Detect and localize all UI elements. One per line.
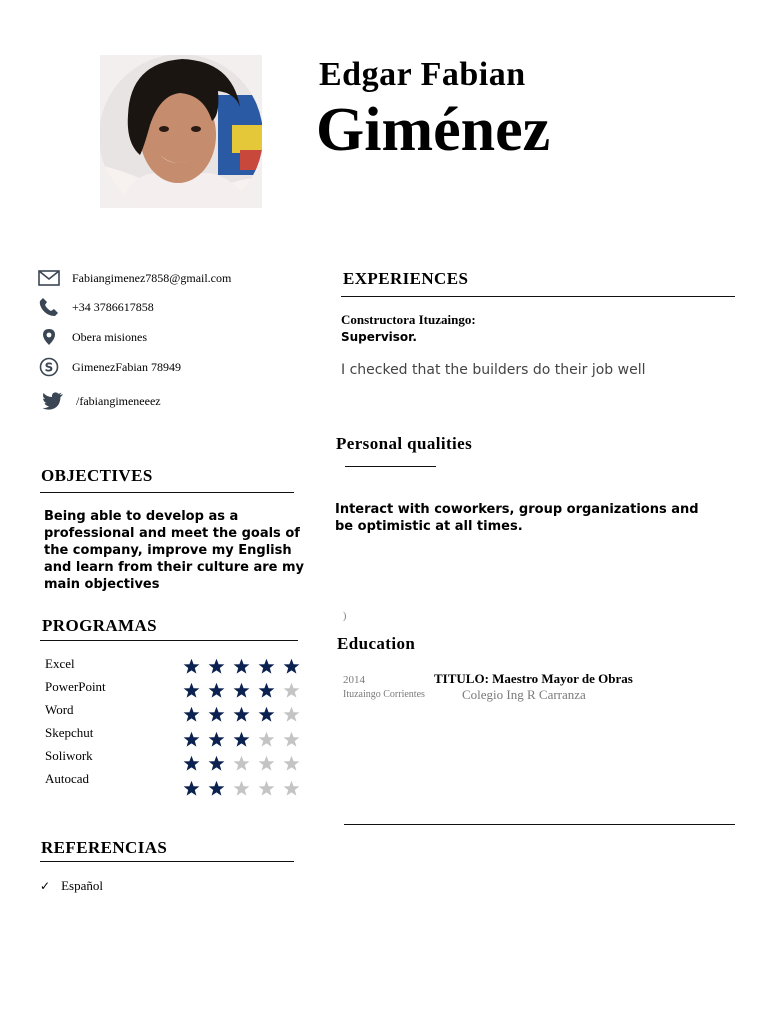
star-filled-icon (183, 755, 200, 772)
contact-skype-text: GimenezFabian 78949 (72, 359, 181, 374)
star-filled-icon (183, 682, 200, 699)
program-rating (183, 780, 300, 797)
qualities-divider (345, 466, 436, 467)
program-rating (183, 682, 300, 699)
star-empty-icon (283, 682, 300, 699)
star-filled-icon (208, 731, 225, 748)
star-filled-icon (208, 658, 225, 675)
experience-description: I checked that the builders do their job well (341, 362, 646, 378)
program-name: Word (45, 702, 74, 717)
education-title: Education (337, 634, 416, 653)
education-school: Colegio Ing R Carranza (462, 687, 586, 702)
star-filled-icon (233, 731, 250, 748)
references-title: REFERENCIAS (41, 838, 168, 857)
qualities-text: Interact with coworkers, group organizations and be optimistic at all times. (335, 502, 699, 534)
star-empty-icon (283, 755, 300, 772)
contact-location-text: Obera misiones (72, 329, 147, 344)
star-filled-icon (183, 731, 200, 748)
checkmark-icon: ✓ (40, 879, 51, 893)
program-rating (183, 706, 300, 723)
contact-skype[interactable] (38, 356, 181, 378)
star-empty-icon (258, 731, 275, 748)
contact-email[interactable] (38, 267, 231, 289)
star-filled-icon (258, 682, 275, 699)
objectives-divider (40, 492, 294, 493)
program-rating (183, 755, 300, 772)
contact-location (38, 326, 147, 348)
last-name: Giménez (316, 96, 551, 164)
experiences-title: EXPERIENCES (343, 269, 469, 288)
star-filled-icon (183, 780, 200, 797)
program-name: Autocad (45, 771, 90, 786)
star-filled-icon (258, 706, 275, 723)
contact-email-text: Fabiangimenez7858@gmail.com (72, 270, 232, 285)
program-name: Soliwork (45, 748, 93, 763)
education-degree: TITULO: Maestro Mayor de Obras (434, 671, 633, 686)
location-pin-icon (38, 327, 60, 347)
star-empty-icon (283, 706, 300, 723)
star-filled-icon (183, 706, 200, 723)
program-rating (183, 658, 300, 675)
phone-icon (38, 297, 60, 317)
bottom-divider (344, 824, 735, 825)
contact-phone-text: +34 3786617858 (72, 299, 154, 314)
program-name: Skepchut (45, 725, 94, 740)
education-place: Ituzaingo Corrientes (343, 689, 425, 700)
programs-title: PROGRAMAS (42, 616, 158, 635)
svg-text:S: S (44, 360, 54, 375)
star-filled-icon (258, 658, 275, 675)
first-name: Edgar Fabian (319, 56, 526, 93)
contact-twitter-text: /fabiangimeneeez (76, 393, 161, 408)
star-empty-icon (258, 780, 275, 797)
star-empty-icon (258, 755, 275, 772)
star-empty-icon (233, 755, 250, 772)
twitter-icon (42, 391, 64, 411)
contact-phone[interactable] (38, 296, 154, 318)
references-divider (40, 861, 294, 862)
contact-twitter[interactable] (42, 390, 161, 412)
reference-item (40, 878, 103, 894)
program-name: Excel (45, 656, 75, 671)
star-filled-icon (233, 682, 250, 699)
program-rating (183, 731, 300, 748)
star-filled-icon (208, 682, 225, 699)
profile-photo (100, 55, 262, 208)
star-filled-icon (233, 706, 250, 723)
objectives-title: OBJECTIVES (41, 466, 153, 485)
qualities-title: Personal qualities (336, 434, 473, 453)
star-filled-icon (208, 780, 225, 797)
star-filled-icon (208, 706, 225, 723)
star-filled-icon (233, 658, 250, 675)
star-filled-icon (283, 658, 300, 675)
star-empty-icon (233, 780, 250, 797)
experiences-divider (341, 296, 735, 297)
stray-mark: ) (343, 611, 347, 622)
skype-icon (38, 357, 60, 377)
star-empty-icon (283, 780, 300, 797)
experience-role: Supervisor. (341, 330, 417, 344)
program-name: PowerPoint (45, 679, 106, 694)
mail-icon (38, 268, 60, 288)
star-filled-icon (183, 658, 200, 675)
objectives-text: Being able to develop as a professional and meet the goals of the company, improve my English and learn from their culture are my main objectives (44, 509, 305, 592)
experience-company: Constructora Ituzaingo: (341, 312, 476, 327)
reference-item-label: Español (61, 878, 103, 893)
star-filled-icon (208, 755, 225, 772)
programs-divider (40, 640, 298, 641)
star-empty-icon (283, 731, 300, 748)
education-year: 2014 (343, 674, 365, 686)
